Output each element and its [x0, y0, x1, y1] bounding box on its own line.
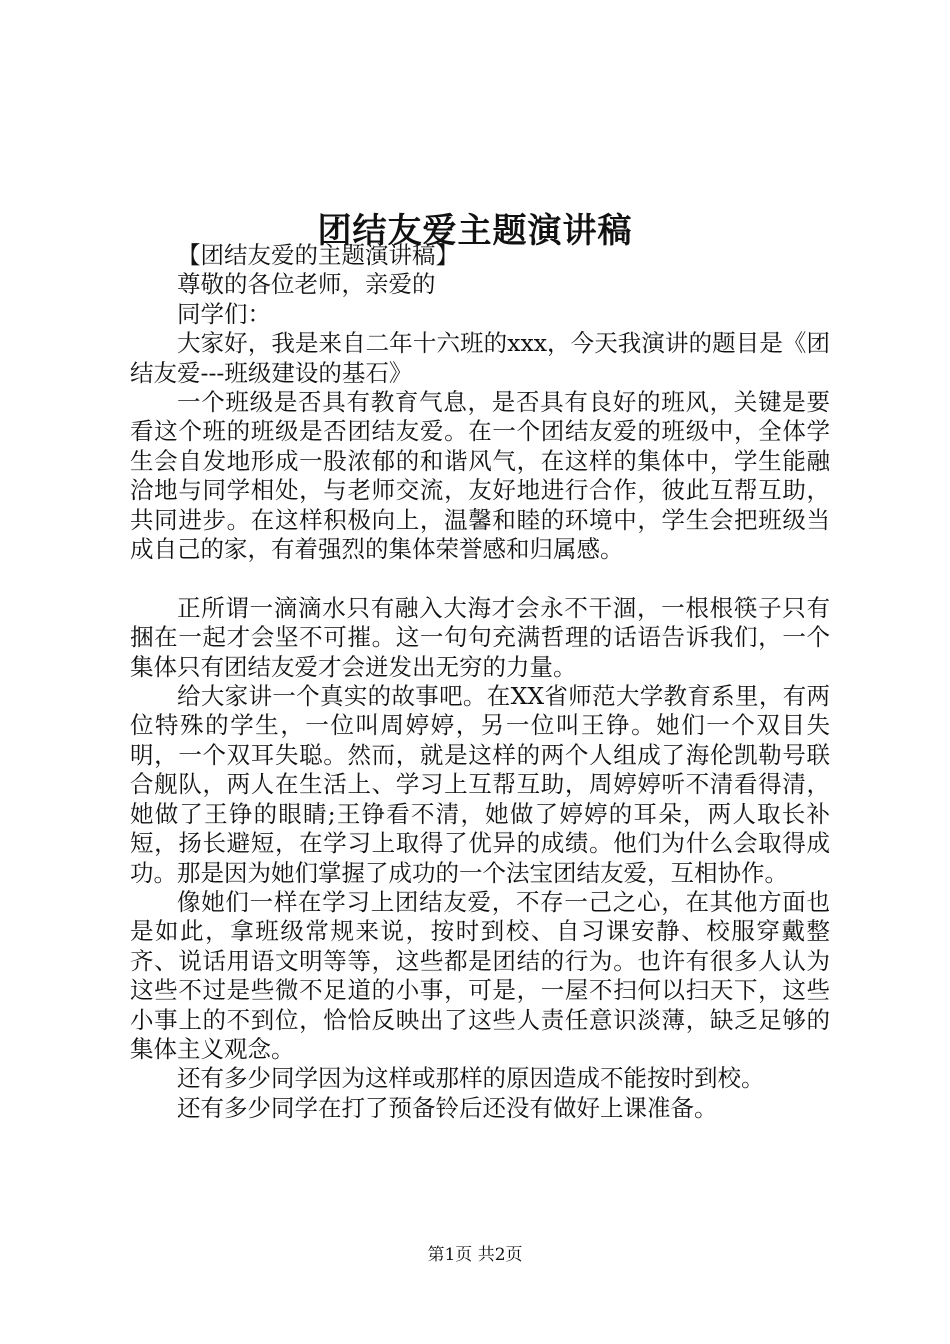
paragraph-salutation: 尊敬的各位老师，亲爱的: [177, 270, 436, 299]
paragraph-body: 还有多少同学因为这样或那样的原因造成不能按时到校。: [177, 1064, 765, 1093]
paragraph-body: 一个班级是否具有教育气息，是否具有良好的班风，关键是要看这个班的班级是否团结友爱。在一个团结友爱的班级中，全体学生会自发地形成一股浓郁的和谐风气，在这样的集体中，学生能融洽地与同学相处，与老师交流，友好地进行合作，彼此互帮互助，共同进步。在这样积极向上，温馨和睦的环境中，学生会把班级当成自己的家，有着强烈的集体荣誉感和归属感。: [130, 388, 830, 564]
paragraph-greeting: 大家好，我是来自二年十六班的xxx，今天我演讲的题目是《团结友爱---班级建设的基石》: [130, 329, 830, 387]
paragraph-heading: 【团结友爱的主题演讲稿】: [177, 241, 459, 269]
paragraph-body: 正所谓一滴滴水只有融入大海才会永不干涸，一根根筷子只有捆在一起才会坚不可摧。这一句句充满哲理的话语告诉我们，一个集体只有团结友爱才会迸发出无穷的力量。: [130, 593, 830, 681]
paragraph-body: 还有多少同学在打了预备铃后还没有做好上课准备。: [177, 1093, 718, 1122]
page-footer: 第1页 共2页: [427, 1245, 523, 1265]
page-title: 团结友爱主题演讲稿: [317, 210, 633, 251]
document-body: [130, 241, 830, 1123]
paragraph-body: 像她们一样在学习上团结友爱，不存一己之心，在其他方面也是如此，拿班级常规来说，按时到校、自习课安静、校服穿戴整齐、说话用语文明等等，这些都是团结的行为。也许有很多人认为这些不过是些微不足道的小事，可是，一屋不扫何以扫天下，这些小事上的不到位，恰恰反映出了这些人责任意识淡薄，缺乏足够的集体主义观念。: [130, 887, 830, 1063]
paragraph-body: 给大家讲一个真实的故事吧。在XX省师范大学教育系里，有两位特殊的学生，一位叫周婷婷，另一位叫王铮。她们一个双目失明，一个双耳失聪。然而，就是这样的两个人组成了海伦凯勒号联合舰队，两人在生活上、学习上互帮互助，周婷婷听不清看得清，她做了王铮的眼睛;王铮看不清，她做了婷婷的耳朵，两人取长补短，扬长避短，在学习上取得了优异的成绩。他们为什么会取得成功。那是因为她们掌握了成功的一个法宝团结友爱，互相协作。: [130, 682, 830, 887]
paragraph-salutation-cont: 同学们：: [177, 299, 271, 328]
